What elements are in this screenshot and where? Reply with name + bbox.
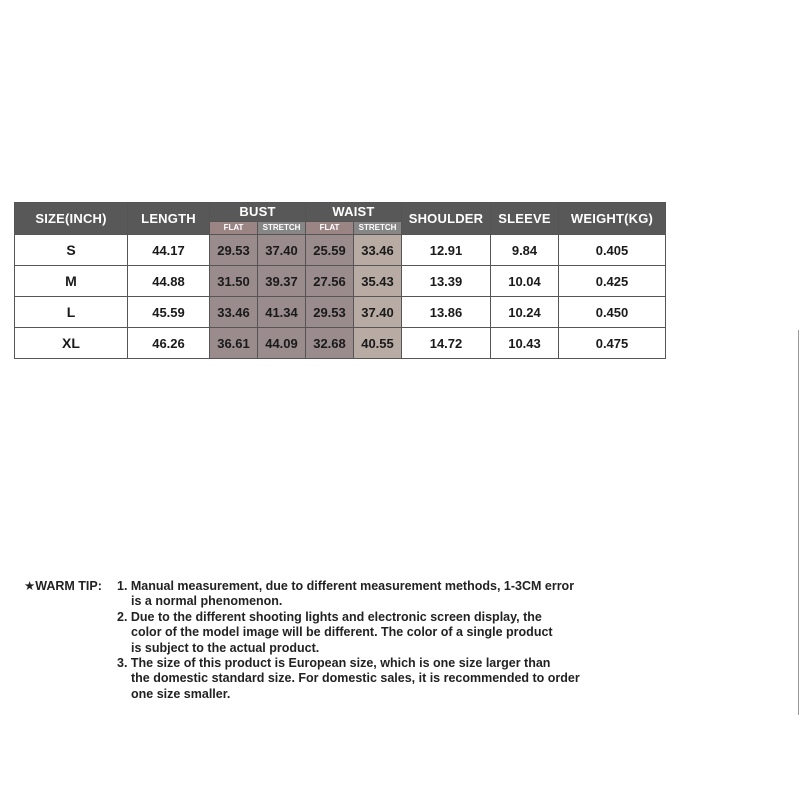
cell-weight: 0.405 [559, 235, 666, 266]
cell-length: 44.88 [128, 266, 210, 297]
warm-tip-list [117, 579, 657, 702]
cell-length: 45.59 [128, 297, 210, 328]
size-chart-table [14, 202, 666, 359]
subheader-waist-flat: FLAT [306, 221, 354, 234]
cell-size: XL [15, 328, 128, 359]
cell-shoulder: 12.91 [402, 235, 491, 266]
subheader-bust-flat: FLAT [210, 221, 258, 234]
cell-bust-flat: 31.50 [210, 266, 258, 297]
tip-line: one size smaller. [131, 686, 231, 701]
header-size: SIZE(INCH) [15, 203, 128, 235]
cell-sleeve: 10.24 [491, 297, 559, 328]
tip-line: 2. Due to the different shooting lights and electronic screen display, the [117, 609, 542, 624]
cell-sleeve: 9.84 [491, 235, 559, 266]
cell-weight: 0.425 [559, 266, 666, 297]
cell-bust-stretch: 37.40 [258, 235, 306, 266]
cell-sleeve: 10.43 [491, 328, 559, 359]
cell-waist-stretch: 33.46 [354, 235, 402, 266]
cell-bust-flat: 36.61 [210, 328, 258, 359]
cell-length: 44.17 [128, 235, 210, 266]
cell-waist-stretch: 35.43 [354, 266, 402, 297]
cell-bust-stretch: 39.37 [258, 266, 306, 297]
cell-waist-stretch: 37.40 [354, 297, 402, 328]
cell-bust-flat: 33.46 [210, 297, 258, 328]
header-sleeve: SLEEVE [491, 203, 559, 235]
right-edge-line [798, 330, 799, 715]
cell-waist-flat: 27.56 [306, 266, 354, 297]
tip-line: the domestic standard size. For domestic sales, it is recommended to order [131, 671, 580, 686]
header-bust: BUST [210, 203, 306, 222]
cell-weight: 0.450 [559, 297, 666, 328]
tip-line: color of the model image will be different. The color of a single product [131, 625, 553, 640]
table-row [15, 328, 666, 359]
cell-shoulder: 14.72 [402, 328, 491, 359]
subheader-bust-stretch: STRETCH [258, 221, 306, 234]
cell-size: L [15, 297, 128, 328]
tip-line: is a normal phenomenon. [131, 594, 283, 609]
warm-tip-label: ★WARM TIP: [24, 579, 102, 593]
cell-sleeve: 10.04 [491, 266, 559, 297]
cell-waist-flat: 25.59 [306, 235, 354, 266]
subheader-waist-stretch: STRETCH [354, 221, 402, 234]
cell-length: 46.26 [128, 328, 210, 359]
header-length: LENGTH [128, 203, 210, 235]
cell-bust-stretch: 44.09 [258, 328, 306, 359]
header-row [15, 203, 666, 222]
cell-shoulder: 13.86 [402, 297, 491, 328]
cell-waist-flat: 29.53 [306, 297, 354, 328]
table-row [15, 235, 666, 266]
header-waist: WAIST [306, 203, 402, 222]
cell-bust-flat: 29.53 [210, 235, 258, 266]
cell-waist-flat: 32.68 [306, 328, 354, 359]
header-weight: WEIGHT(KG) [559, 203, 666, 235]
tip-line: is subject to the actual product. [131, 640, 320, 655]
table-row [15, 266, 666, 297]
cell-shoulder: 13.39 [402, 266, 491, 297]
cell-waist-stretch: 40.55 [354, 328, 402, 359]
header-shoulder: SHOULDER [402, 203, 491, 235]
cell-size: S [15, 235, 128, 266]
table-row [15, 297, 666, 328]
cell-size: M [15, 266, 128, 297]
cell-bust-stretch: 41.34 [258, 297, 306, 328]
tip-line: 1. Manual measurement, due to different measurement methods, 1-3CM error [117, 579, 575, 593]
cell-weight: 0.475 [559, 328, 666, 359]
tip-line: 3. The size of this product is European size, which is one size larger than [117, 656, 551, 671]
